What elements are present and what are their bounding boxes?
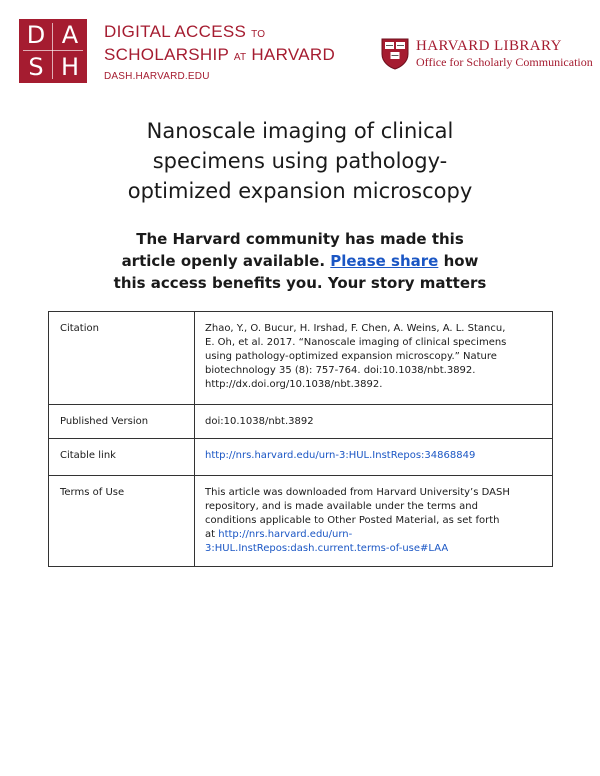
notice-line: The Harvard community has made this: [136, 230, 464, 248]
table-row: [49, 405, 553, 439]
logo-letter: A: [61, 21, 79, 49]
library-name: HARVARD LIBRARY: [416, 38, 562, 54]
dash-url[interactable]: DASH.HARVARD.EDU: [104, 71, 210, 82]
terms-of-use-label: Terms of Use: [49, 476, 195, 567]
dash-title-line2: [104, 45, 335, 68]
published-version-label: Published Version: [49, 405, 195, 439]
citation-label: Citation: [49, 312, 195, 405]
logo-letter: S: [28, 53, 44, 81]
dash-title-at: AT: [233, 52, 247, 63]
harvard-shield-icon: [381, 38, 409, 70]
terms-of-use-text: This article was downloaded from Harvard University’s DASH repository, and is made available under the terms and conditions applicable to Other Posted Material, as set forth at: [205, 487, 510, 540]
title-line: Nanoscale imaging of clinical: [146, 119, 454, 143]
table-row: [49, 439, 553, 476]
notice-line: how: [443, 252, 479, 270]
citation-table: [48, 311, 553, 567]
terms-of-use-cell: [195, 476, 553, 567]
terms-of-use-link[interactable]: http://nrs.harvard.edu/urn-3:HUL.InstRepos:dash.current.terms-of-use#LAA: [205, 529, 449, 554]
published-version-value: doi:10.1038/nbt.3892: [195, 405, 553, 439]
notice-line: article openly available.: [121, 252, 326, 270]
citation-value: Zhao, Y., O. Bucur, H. Irshad, F. Chen, A. Weins, A. L. Stancu, E. Oh, et al. 2017. “Nanoscale imaging of clinical specimens using pathology-optimized expansion microscopy.” Nature biotechnology 35 (8): 757-764. doi:10.1038/nbt.3892. http://dx.doi.org/10.1038/nbt.3892.: [195, 312, 553, 405]
please-share-link[interactable]: Please share: [330, 252, 439, 270]
title-line: optimized expansion microscopy: [127, 179, 473, 203]
logo-letter: H: [60, 53, 80, 81]
table-row: [49, 312, 553, 405]
dash-title-scholarship: SCHOLARSHIP: [104, 45, 229, 64]
table-row: [49, 476, 553, 567]
citable-link-cell: [195, 439, 553, 476]
citable-link-label: Citable link: [49, 439, 195, 476]
dash-title-harvard: HARVARD: [251, 45, 336, 64]
article-title: [60, 116, 540, 206]
dash-title-to: TO: [251, 29, 266, 40]
open-access-notice: [60, 228, 540, 294]
notice-line: this access benefits you. Your story matters: [113, 274, 487, 292]
dash-title-digital-access: DIGITAL ACCESS: [104, 22, 247, 41]
dash-logo: [19, 19, 87, 83]
dash-title-line1: [104, 22, 335, 45]
library-subtitle: Office for Scholarly Communication: [416, 55, 593, 69]
dash-wordmark: [104, 22, 335, 82]
title-line: specimens using pathology-: [152, 149, 448, 173]
harvard-library-wordmark: [416, 38, 593, 70]
logo-letter: D: [26, 21, 46, 49]
citable-link[interactable]: http://nrs.harvard.edu/urn-3:HUL.InstRepos:34868849: [205, 450, 476, 461]
